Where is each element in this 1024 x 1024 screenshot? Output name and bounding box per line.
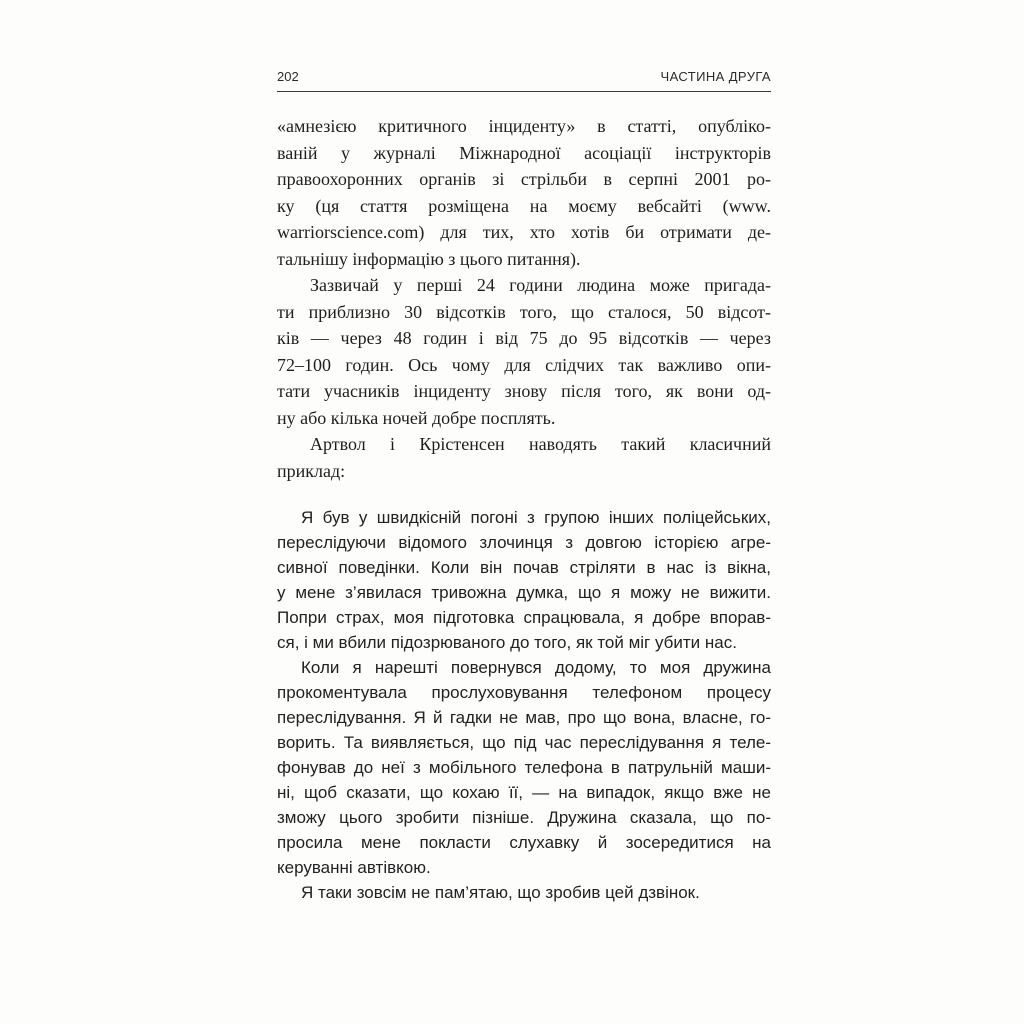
page-header <box>277 69 771 92</box>
text-line: 72–100 годин. Ось чому для слідчих так важливо опи- <box>277 354 771 375</box>
text-line: переслідування. Я й гадки не мав, про що вона, власне, го- <box>277 708 771 727</box>
text-line: у мене з’явилася тривожна думка, що я можу не вижити. <box>277 583 771 602</box>
running-head: ЧАСТИНА ДРУГА <box>660 69 771 84</box>
text-line: правоохоронних органів зі стрільби в серпні 2001 ро- <box>277 169 771 189</box>
text-line: керуванні автівкою. <box>277 858 431 877</box>
quote-block <box>277 505 771 905</box>
text-line: фонував до неї з мобільного телефона в патрульній маши- <box>277 758 771 777</box>
text-line: Коли я нарешті повернувся додому, то моя дружина <box>301 658 771 677</box>
text-line: ку (ця стаття розміщена на моєму вебсайті (www. <box>277 195 771 216</box>
text-line: Я таки зовсім не пам’ятаю, що зробив цей дзвінок. <box>301 883 700 902</box>
text-line: ся, і ми вбили підозрюваного до того, як той міг убити нас. <box>277 633 737 652</box>
text-line: ворить. Та виявляється, що під час переслідування я теле- <box>277 733 771 752</box>
text-line: ваній у журналі Міжнародної асоціації інструкторів <box>277 142 771 163</box>
text-line: ків — через 48 годин і від 75 до 95 відсотків — через <box>277 328 771 348</box>
text-line: прокоментувала прослуховування телефоном процесу <box>277 683 771 702</box>
text-line: Зазвичай у перші 24 години людина може пригада- <box>310 275 771 295</box>
text-line: тальнішу інформацію з цього питання). <box>277 248 581 269</box>
text-line: зможу цього зробити пізніше. Дружина сказала, що по- <box>277 808 771 827</box>
text-column <box>277 69 771 905</box>
body-text <box>277 113 771 484</box>
text-line: ну або кілька ночей добре посплять. <box>277 407 556 428</box>
text-line: просила мене покласти слухавку й зосередитися на <box>277 833 771 852</box>
text-line: ні, щоб сказати, що кохаю її, — на випадок, якщо вже не <box>277 783 771 802</box>
text-line: ти приблизно 30 відсотків того, що сталося, 50 відсот- <box>277 301 771 322</box>
text-line: сивної поведінки. Коли він почав стріляти в нас із вікна, <box>277 558 771 577</box>
text-line: тати учасників інциденту знову після того, як вони од- <box>277 381 771 401</box>
text-line: warriorscience.com) для тих, хто хотів би отримати де- <box>277 222 771 242</box>
text-line: переслідуючи відомого злочинця з довгою історією агре- <box>277 533 771 552</box>
paragraph <box>277 113 771 272</box>
paragraph <box>277 272 771 431</box>
quote-paragraph <box>277 655 771 880</box>
text-line: приклад: <box>277 460 346 481</box>
quote-paragraph <box>277 505 771 655</box>
text-line: Я був у швидкісній погоні з групою інших поліцейських, <box>301 508 771 527</box>
text-line: Попри страх, моя підготовка спрацювала, я добре впорав- <box>277 608 771 627</box>
page-number: 202 <box>277 69 299 84</box>
text-line: Артвол і Крістенсен наводять такий класичний <box>310 434 771 454</box>
text-line: «амнезією критичного інциденту» в статті, опубліко- <box>277 116 771 136</box>
paragraph <box>277 431 771 484</box>
quote-paragraph <box>277 880 771 905</box>
